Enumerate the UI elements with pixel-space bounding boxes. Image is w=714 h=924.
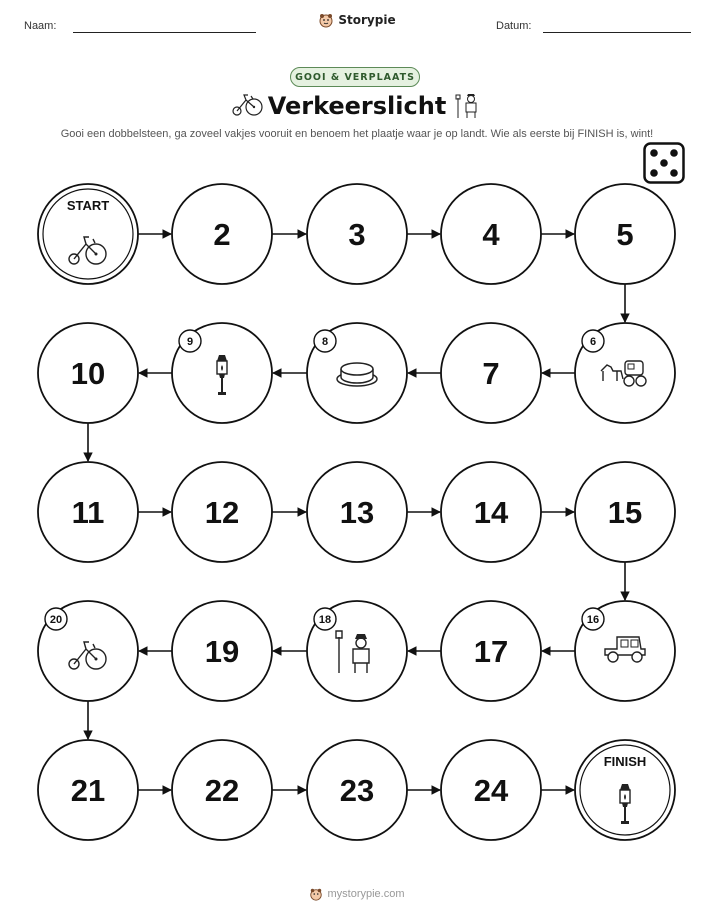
space-number-badge: 9 (186, 336, 194, 348)
start-label: START (66, 198, 110, 213)
board-space-20 (38, 601, 138, 701)
board-space-14 (441, 462, 541, 562)
board-space-3 (307, 184, 407, 284)
space-number-badge: 16 (586, 614, 600, 626)
board-space-15 (575, 462, 675, 562)
board-space-16 (575, 601, 675, 701)
board-space-17 (441, 601, 541, 701)
board-space-21 (38, 740, 138, 840)
date-label: Datum: (496, 20, 532, 32)
name-label: Naam: (24, 20, 57, 32)
space-number-badge: 20 (49, 614, 63, 626)
space-number: 22 (204, 773, 240, 808)
board-space-19 (172, 601, 272, 701)
space-number: 10 (70, 356, 106, 391)
finish-space (575, 740, 675, 840)
footer (0, 887, 714, 901)
button-icon (337, 363, 377, 386)
start-space (38, 184, 138, 284)
space-number: 19 (204, 634, 240, 669)
space-number-badge: 18 (318, 614, 332, 626)
footer-logo-icon (309, 887, 323, 901)
space-number: 5 (616, 217, 634, 252)
space-number: 11 (71, 495, 105, 530)
board-space-4 (441, 184, 541, 284)
board-space-6 (575, 323, 675, 423)
board-space-11 (38, 462, 138, 562)
space-number-badge: 6 (589, 336, 597, 348)
space-number: 24 (473, 773, 509, 808)
board-space-12 (172, 462, 272, 562)
space-number: 2 (213, 217, 231, 252)
board-space-9 (172, 323, 272, 423)
title-text: Verkeerslicht (267, 92, 447, 120)
finish-label: FINISH (603, 754, 647, 769)
space-number: 14 (473, 495, 509, 530)
board-space-23 (307, 740, 407, 840)
board-space-7 (441, 323, 541, 423)
space-number: 12 (204, 495, 240, 530)
board-space-5 (575, 184, 675, 284)
footer-url: mystorypie.com (327, 888, 405, 900)
instructions: Gooi een dobbelsteen, ga zoveel vakjes vooruit en benoem het plaatje waar je op landt. Wie als eerste bij FINISH is, wint! (60, 128, 654, 140)
brand-name: Storypie (338, 13, 396, 27)
board-space-10 (38, 323, 138, 423)
space-number: 15 (607, 495, 643, 530)
game-type-badge: GOOI & VERPLAATS (290, 67, 420, 87)
board-space-13 (307, 462, 407, 562)
board-space-2 (172, 184, 272, 284)
space-number: 4 (482, 217, 500, 252)
space-number: 23 (339, 773, 375, 808)
space-number: 13 (339, 495, 375, 530)
space-number-badge: 8 (321, 336, 329, 348)
board-space-8 (307, 323, 407, 423)
board-space-18 (307, 601, 407, 701)
space-number: 7 (482, 356, 500, 391)
board-space-22 (172, 740, 272, 840)
space-number: 21 (70, 773, 106, 808)
space-number: 3 (348, 217, 366, 252)
space-number: 17 (473, 634, 509, 669)
board-space-24 (441, 740, 541, 840)
